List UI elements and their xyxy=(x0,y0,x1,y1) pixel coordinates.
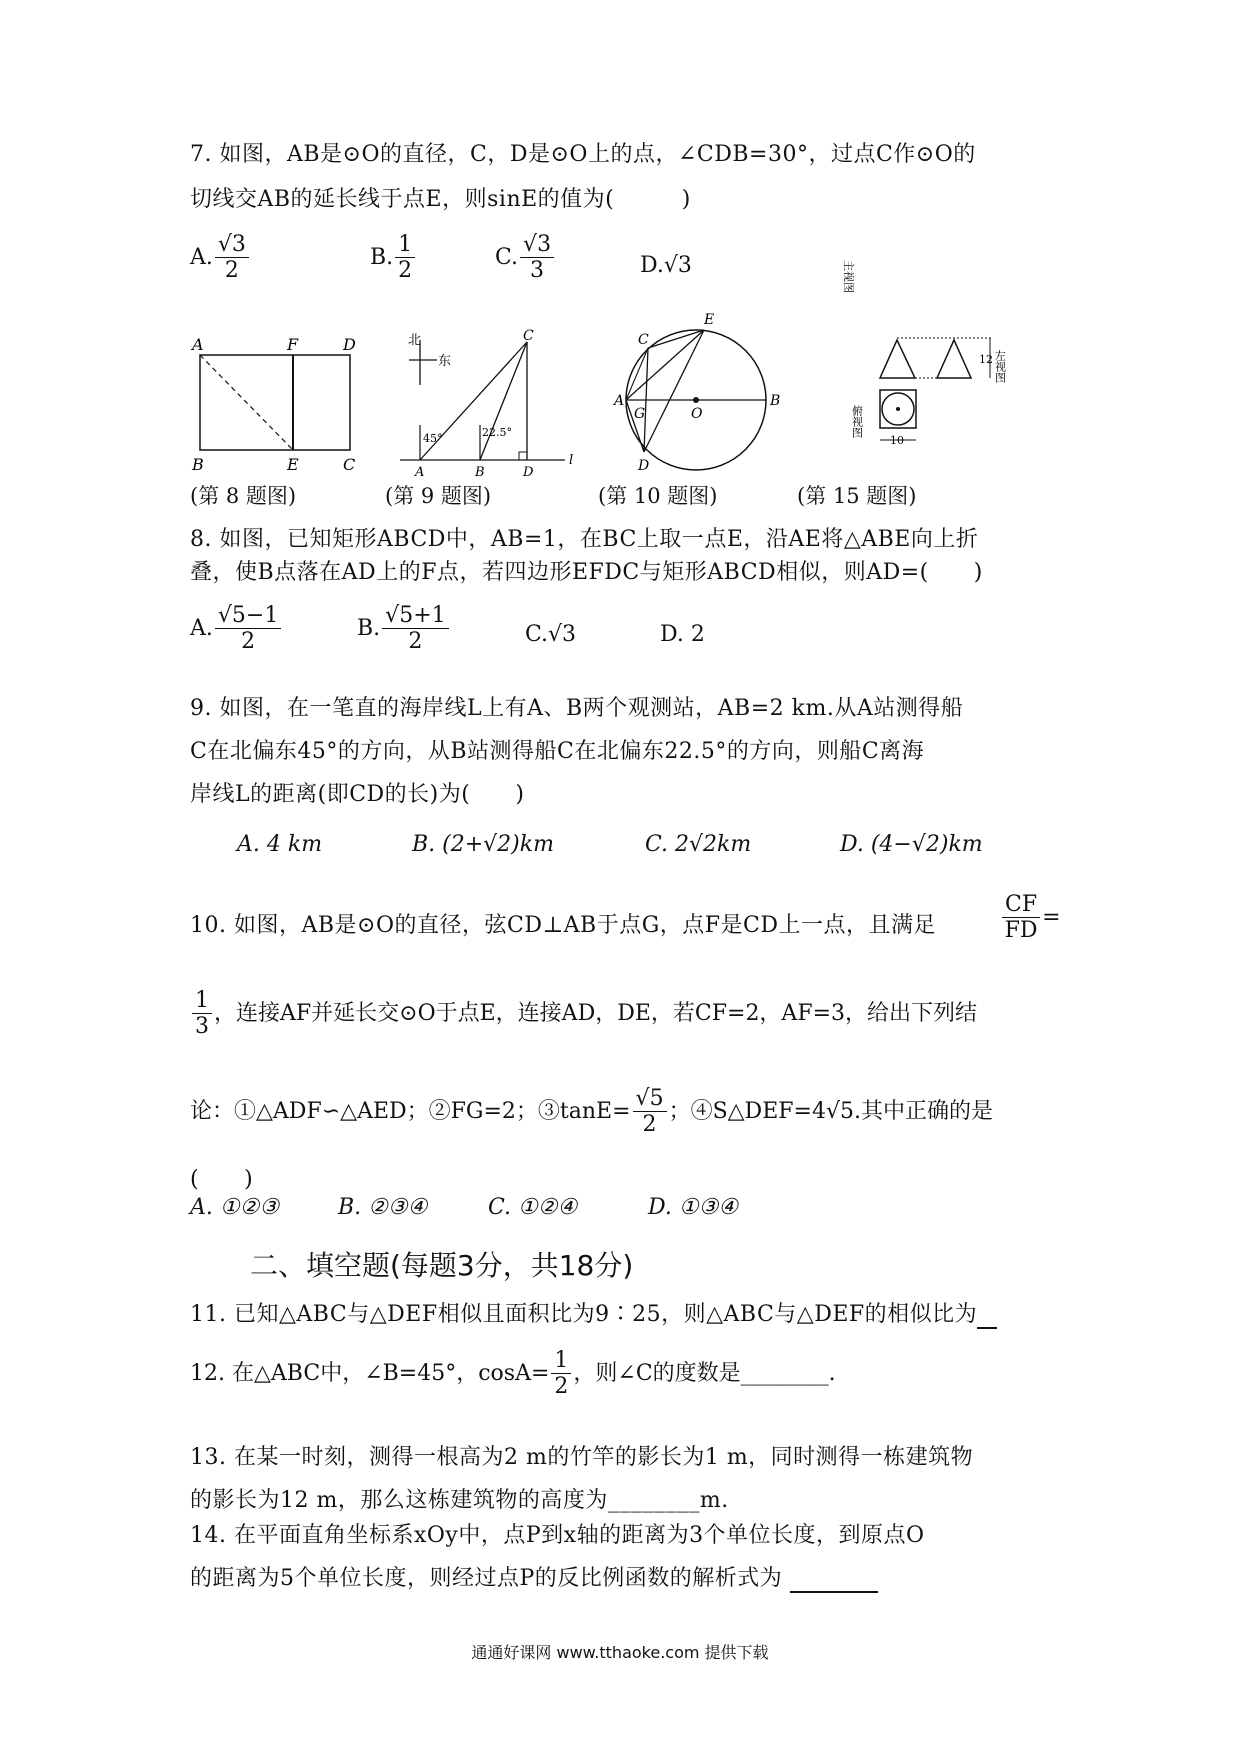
right-angle-mark xyxy=(519,452,527,460)
figure-10 xyxy=(612,312,782,482)
label-e: E xyxy=(287,455,299,474)
label-d: D xyxy=(523,465,534,480)
top-view-center xyxy=(896,407,900,411)
top-view-label: 俯视图 xyxy=(850,405,864,438)
q8-option-c: C.√3 xyxy=(525,622,577,647)
caption-fig10: (第 10 题图) xyxy=(598,484,718,508)
q7-option-c: C. $\frac{√3}{3}$ xyxy=(495,232,556,284)
q10-option-b: B. ②③④ xyxy=(338,1195,428,1220)
width-label: 10 xyxy=(890,434,904,447)
q8-option-a: A. $\frac{√5-1}{2}$ xyxy=(190,603,283,655)
figure-8 xyxy=(190,335,370,475)
q9-option-a: A. 4 km xyxy=(237,832,323,857)
segment-bc xyxy=(480,342,527,460)
side-view-triangle xyxy=(937,340,971,378)
label-b: B xyxy=(770,393,781,409)
q12: 12. 在△ABC中，∠B=45°，cosA= $\frac{1}{2}$ ，则∠C的度数是________. xyxy=(190,1348,836,1400)
q9-option-c: C. 2√2km xyxy=(645,832,752,857)
q10-option-d: D. ①③④ xyxy=(648,1195,739,1220)
left-view-label: 左视图 xyxy=(993,350,1007,383)
q11: 11. 已知△ABC与△DEF相似且面积比为9∶25，则△ABC与△DEF的相似比为 xyxy=(190,1297,997,1329)
label-g: G xyxy=(634,406,646,422)
q8-line2: 叠，使B点落在AD上的F点，若四边形EFDC与矩形ABCD相似，则AD=( ) xyxy=(190,560,983,585)
q9-line1: 9. 如图，在一笔直的海岸线L上有A、B两个观测站，AB=2 km.从A站测得船 xyxy=(190,696,964,721)
q7-option-d: D.√3 xyxy=(640,253,692,278)
label-c: C xyxy=(638,332,649,348)
q9-line3: 岸线L的距离(即CD的长)为( ) xyxy=(190,782,525,807)
label-l: l xyxy=(569,453,574,468)
q10-ratio: $\frac{CF}{FD}$ = xyxy=(1000,892,1061,944)
label-b: B xyxy=(475,465,485,480)
q14-answer-blank xyxy=(790,1566,878,1593)
q7-option-b: B. $\frac{1}{2}$ xyxy=(370,232,417,284)
q14-line2: 的距离为5个单位长度，则经过点P的反比例函数的解析式为 xyxy=(190,1561,878,1593)
label-o: O xyxy=(691,406,703,422)
q8-option-b: B. $\frac{√5+1}{2}$ xyxy=(357,603,451,655)
q9-option-d: D. (4−√2)km xyxy=(840,832,983,857)
q7-line1: 7. 如图，AB是⊙O的直径，C，D是⊙O上的点，∠CDB=30°，过点C作⊙O的 xyxy=(190,142,976,167)
q10-line2: $\frac{1}{3}$ ，连接AF并延长交⊙O于点E，连接AD，DE，若CF=2，AF=3，给出下列结 xyxy=(190,988,977,1040)
label-c: C xyxy=(343,455,356,474)
q13-line2: 的影长为12 m，那么这栋建筑物的高度为________m. xyxy=(190,1488,729,1513)
segment-de xyxy=(644,330,704,452)
label-d: D xyxy=(343,335,356,354)
label-a: A xyxy=(192,335,204,354)
q8-option-d: D. 2 xyxy=(660,622,705,647)
q14-line1: 14. 在平面直角坐标系xOy中，点P到x轴的距离为3个单位长度，到原点O xyxy=(190,1523,925,1548)
q7-option-a: A. $\frac{√3}{2}$ xyxy=(190,232,251,284)
q9-line2: C在北偏东45°的方向，从B站测得船C在北偏东22.5°的方向，则船C离海 xyxy=(190,739,925,764)
q10-line4: ( ) xyxy=(190,1167,254,1192)
north-label: 北 xyxy=(408,333,422,348)
figure-15 xyxy=(842,260,1045,480)
label-c: C xyxy=(523,328,534,344)
caption-fig8: (第 8 题图) xyxy=(190,484,297,508)
footer: 通通好课网 www.tthaoke.com 提供下载 xyxy=(471,1643,769,1662)
front-view-label: 主视图 xyxy=(842,260,855,293)
q10-line3: 论：①△ADF∽△AED；②FG=2；③tanE= $\frac{√5}{2}$ ；④S△DEF=4√5.其中正确的是 xyxy=(190,1086,993,1138)
center-point xyxy=(693,397,699,403)
caption-fig9: (第 9 题图) xyxy=(385,484,492,508)
q11-answer-blank xyxy=(977,1302,997,1329)
q10-option-a: A. ①②③ xyxy=(190,1195,280,1220)
q8-line1: 8. 如图，已知矩形ABCD中，AB=1，在BC上取一点E，沿AE将△ABE向上折 xyxy=(190,527,979,552)
segment-cg xyxy=(626,348,648,400)
front-view-triangle xyxy=(880,340,915,378)
label-f: F xyxy=(287,335,299,354)
q9-option-b: B. (2+√2)km xyxy=(412,832,554,857)
east-label: 东 xyxy=(438,354,452,369)
angle-45-label: 45° xyxy=(423,432,443,445)
label-b: B xyxy=(192,455,204,474)
q10-line1: 10. 如图，AB是⊙O的直径，弦CD⊥AB于点G，点F是CD上一点，且满足 xyxy=(190,913,937,938)
label-e: E xyxy=(704,312,715,328)
label-d: D xyxy=(638,458,650,474)
caption-fig15: (第 15 题图) xyxy=(797,484,917,508)
rectangle-abcd xyxy=(200,355,350,450)
section-heading: 二、填空题(每题3分，共18分) xyxy=(250,1249,634,1282)
figure-9 xyxy=(395,330,585,480)
label-a: A xyxy=(614,393,625,409)
label-a: A xyxy=(415,465,425,480)
q7-line2: 切线交AB的延长线于点E，则sinE的值为( ) xyxy=(190,187,691,212)
q10-option-c: C. ①②④ xyxy=(488,1195,578,1220)
q13-line1: 13. 在某一时刻，测得一根高为2 m的竹竿的影长为1 m，同时测得一栋建筑物 xyxy=(190,1445,974,1470)
height-label: 12 xyxy=(979,353,993,366)
fold-line-ae xyxy=(200,355,293,450)
angle-22-label: 22.5° xyxy=(482,426,512,439)
